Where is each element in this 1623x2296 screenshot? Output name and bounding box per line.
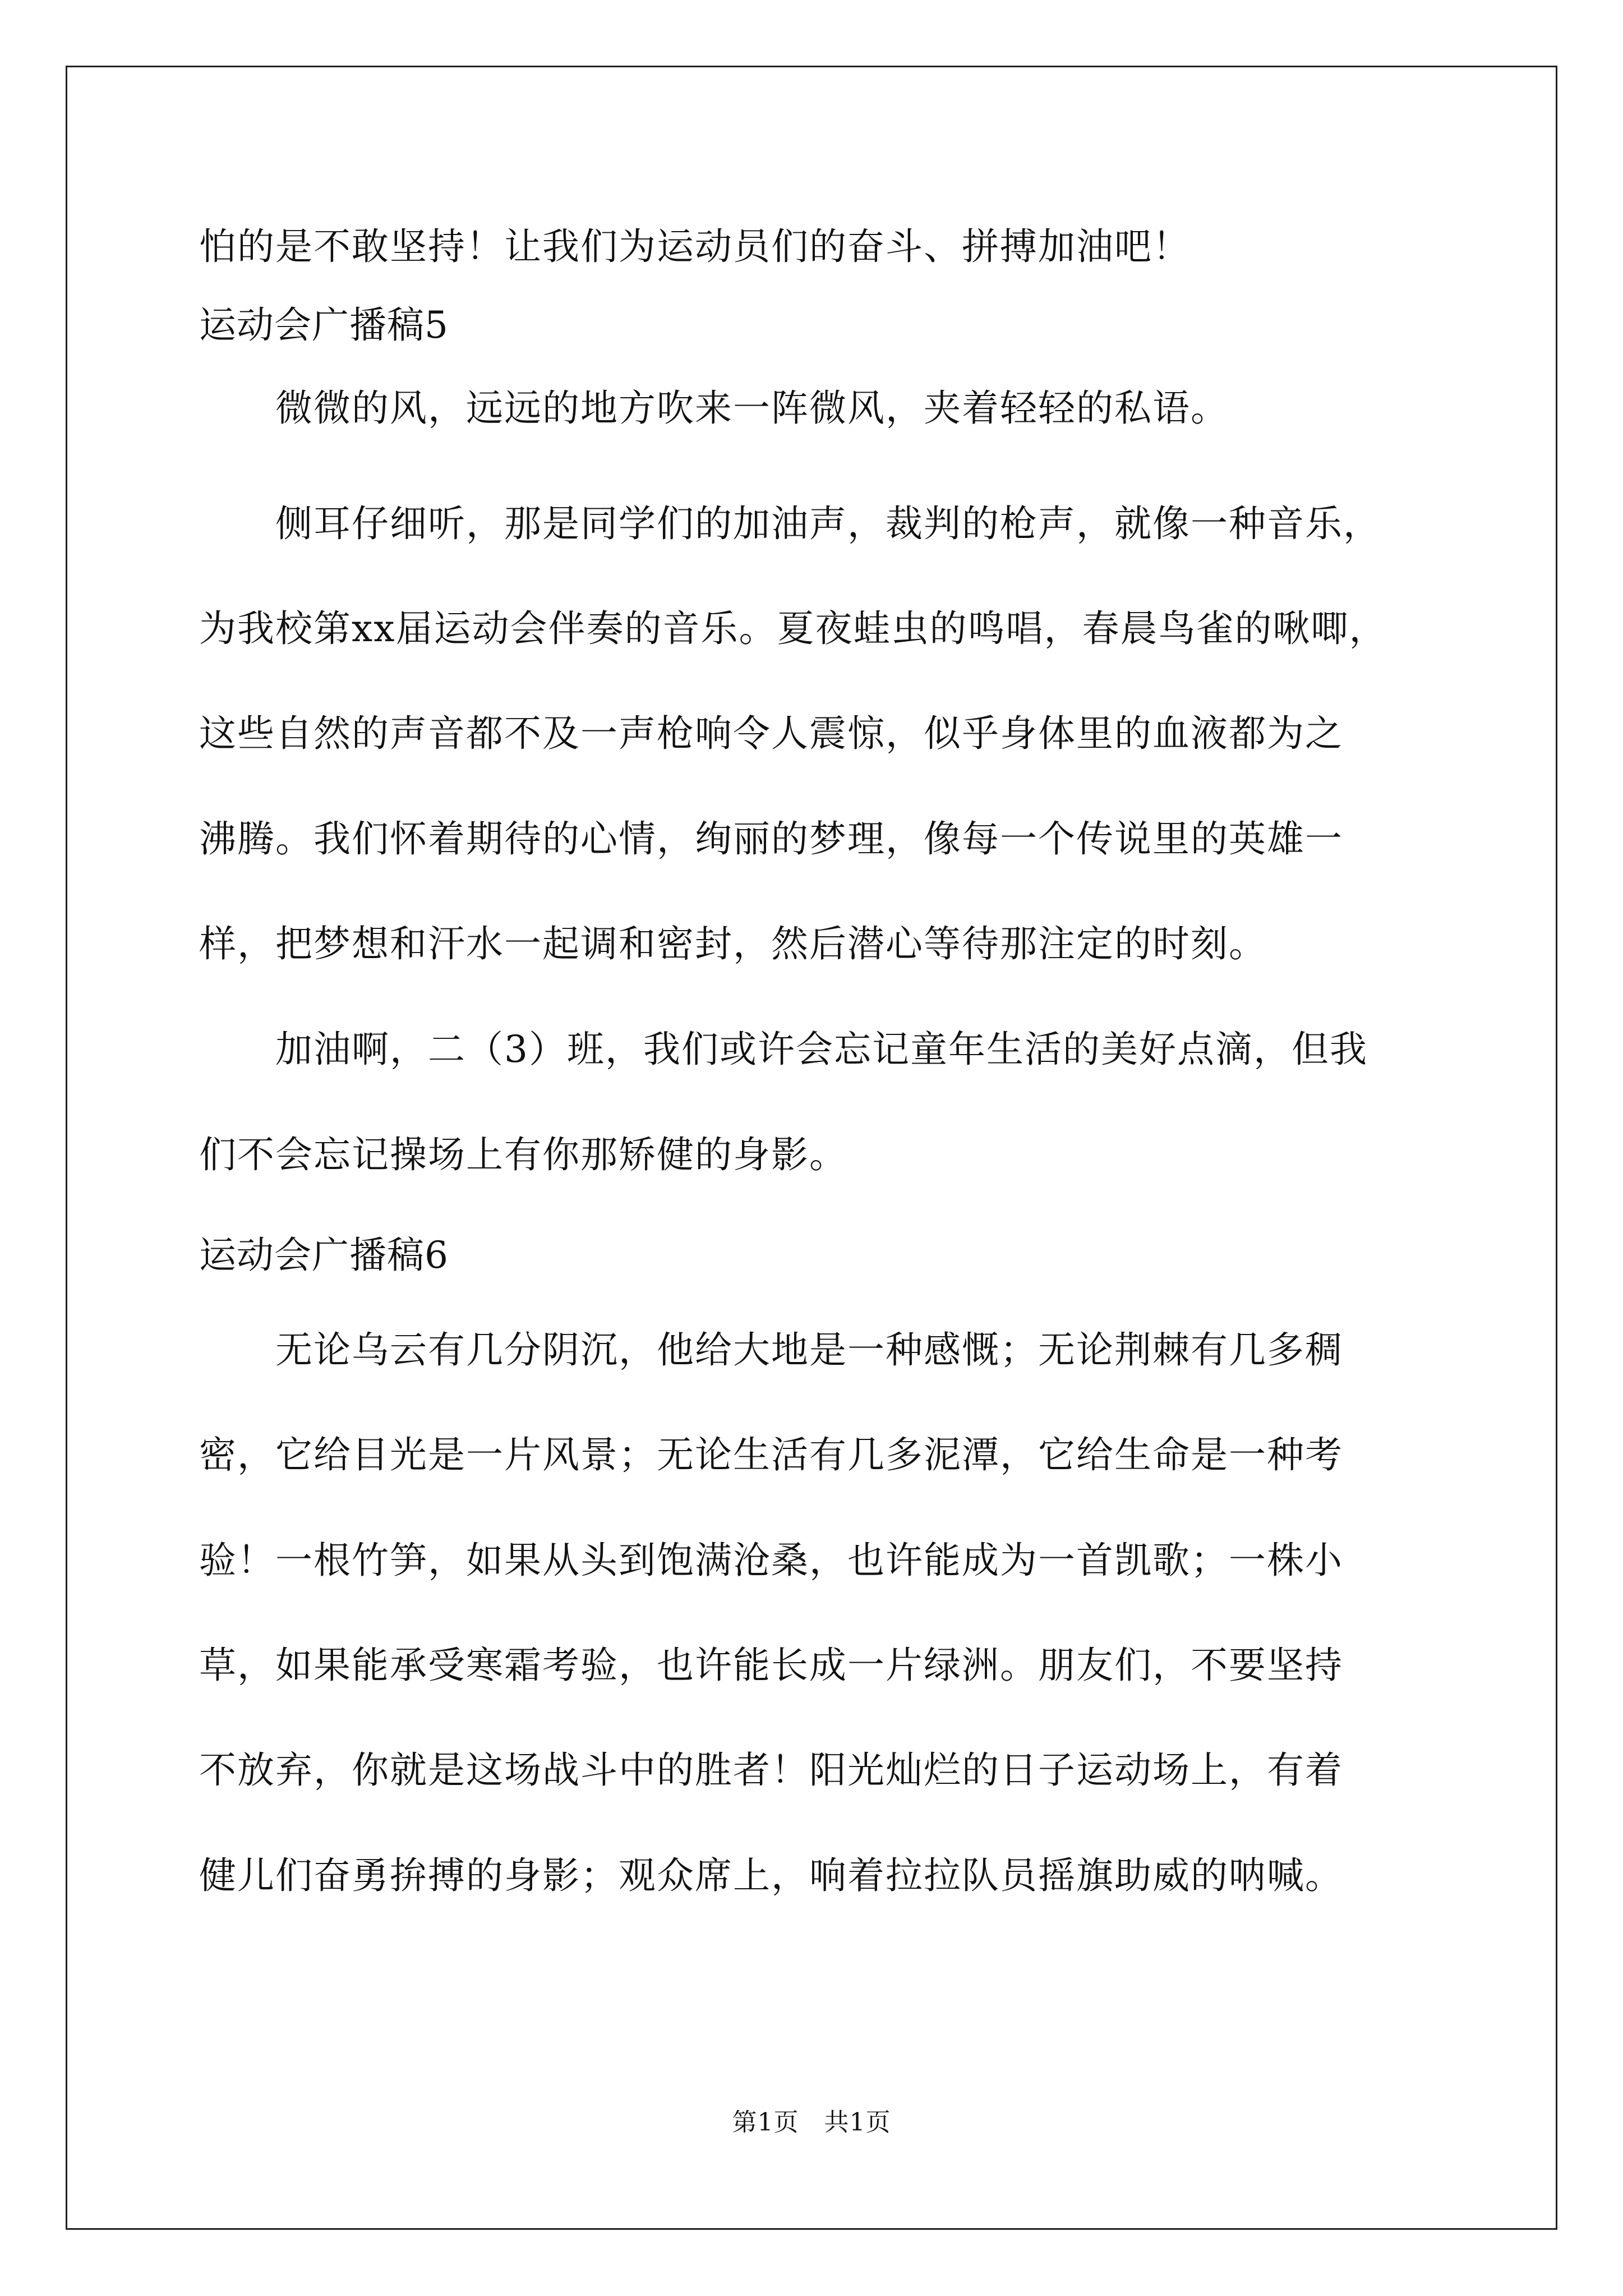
- body-line: 为我校第xx届运动会伴奏的音乐。夏夜蛙虫的鸣唱，春晨鸟雀的啾唧，: [199, 607, 1387, 650]
- body-line: 侧耳仔细听，那是同学们的加油声，裁判的枪声，就像一种音乐，: [199, 502, 1381, 545]
- body-line: 们不会忘记操场上有你那矫健的身影。: [199, 1133, 847, 1176]
- body-line: 无论乌云有几分阴沉，他给大地是一种感慨；无论荆棘有几多稠: [199, 1328, 1343, 1372]
- body-line: 健儿们奋勇拚搏的身影；观众席上，响着拉拉队员摇旗助威的呐喊。: [199, 1854, 1343, 1897]
- body-line: 加油啊，二（3）班，我们或许会忘记童年生活的美好点滴，但我: [199, 1028, 1368, 1071]
- body-line: 这些自然的声音都不及一声枪响令人震惊，似乎身体里的血液都为之: [199, 712, 1343, 755]
- body-line: 怕的是不敢坚持！让我们为运动员们的奋斗、拼搏加油吧！: [199, 225, 1191, 268]
- page-number: 第1页 共1页: [732, 2108, 891, 2137]
- body-line: 微微的风，远远的地方吹来一阵微风，夹着轻轻的私语。: [199, 386, 1229, 430]
- section-heading: 运动会广播稿5: [199, 303, 449, 347]
- body-line: 验！一根竹笋，如果从头到饱满沧桑，也许能成为一首凯歌；一株小: [199, 1539, 1343, 1582]
- body-line: 不放弃，你就是这场战斗中的胜者！阳光灿烂的日子运动场上，有着: [199, 1749, 1343, 1792]
- body-line: 草，如果能承受寒霜考验，也许能长成一片绿洲。朋友们，不要坚持: [199, 1644, 1343, 1687]
- body-line: 密，它给目光是一片风景；无论生活有几多泥潭，它给生命是一种考: [199, 1433, 1343, 1476]
- body-line: 沸腾。我们怀着期待的心情，绚丽的梦理，像每一个传说里的英雄一: [199, 817, 1343, 861]
- body-line: 样，把梦想和汗水一起调和密封，然后潜心等待那注定的时刻。: [199, 922, 1267, 965]
- section-heading: 运动会广播稿6: [199, 1234, 449, 1277]
